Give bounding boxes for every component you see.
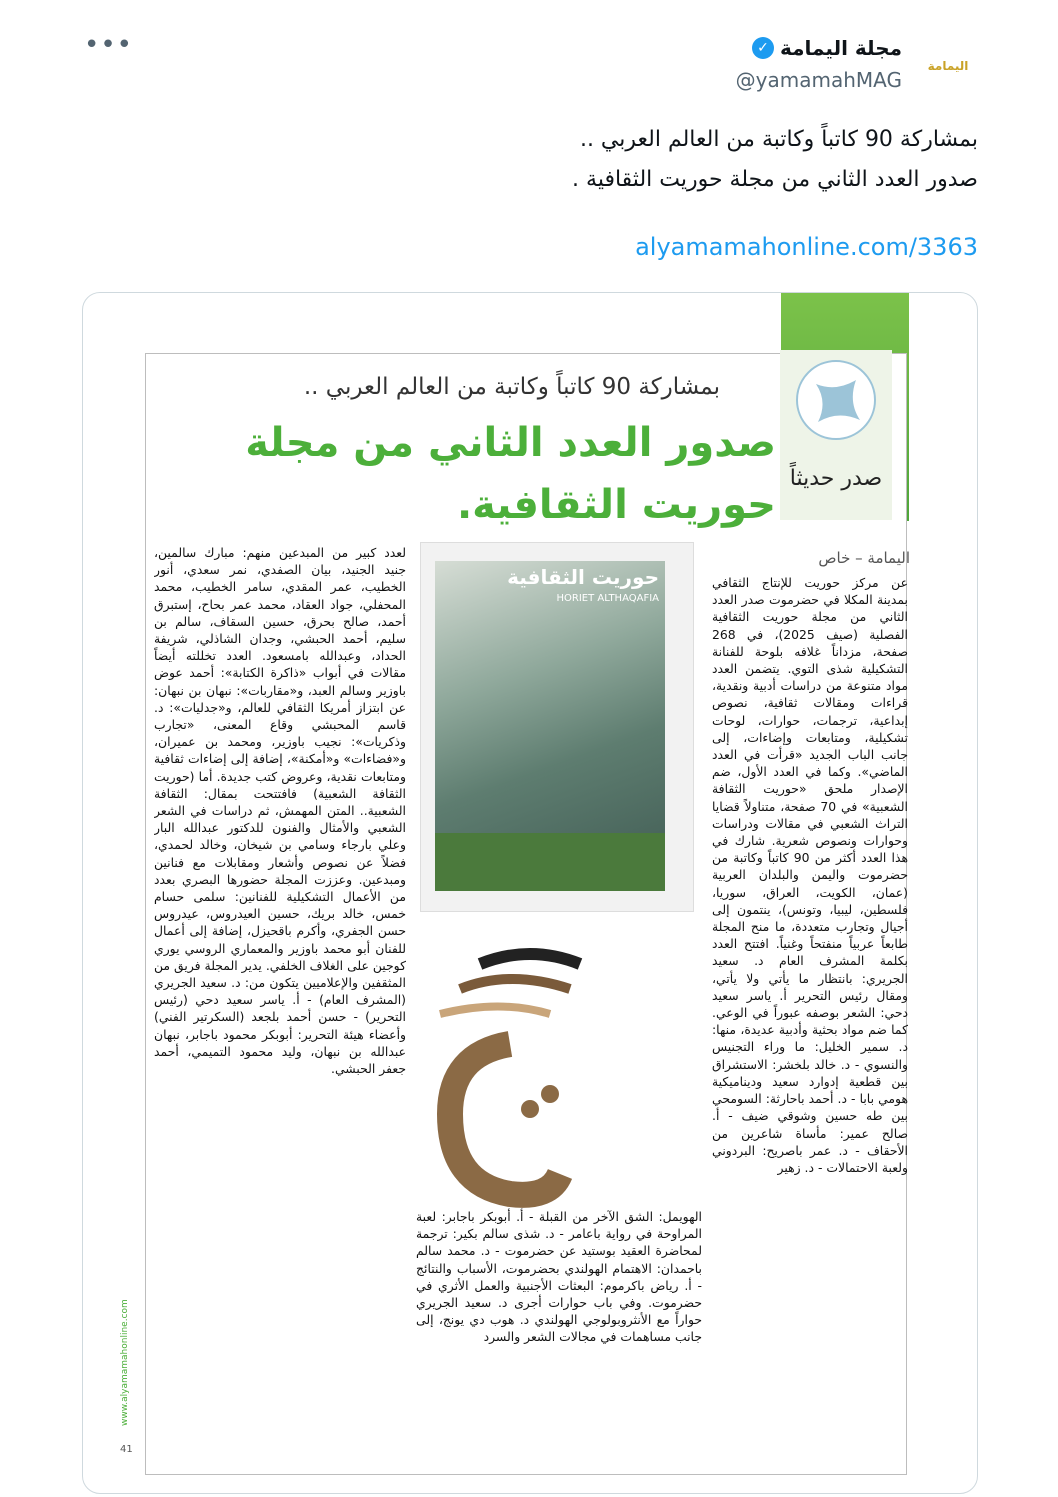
tweet-link[interactable]: alyamamahonline.com/3363	[635, 233, 978, 261]
bird-logo-icon	[796, 360, 876, 440]
more-options-icon[interactable]: •••	[84, 30, 134, 60]
cover-latin-title: HORIET ALTHAQAFIA	[556, 593, 659, 604]
page-number: 41	[120, 1444, 133, 1455]
magazine-cover-image	[420, 542, 694, 912]
article-kicker: بمشاركة 90 كاتباً وكاتبة من العالم العربي ..	[303, 374, 720, 400]
article-headline: صدور العدد الثاني من مجلة حوريت الثقافية.	[245, 420, 776, 528]
tweet-text	[98, 120, 978, 200]
account-handle[interactable]: @yamamahMAG	[735, 68, 902, 92]
cover-band	[435, 833, 665, 891]
section-label: صدر حديثاً	[789, 466, 883, 491]
verified-badge-icon: ✓	[752, 37, 774, 59]
account-name-text: مجلة اليمامة	[779, 36, 902, 60]
avatar[interactable]	[922, 48, 974, 84]
byline: اليمامة – خاص	[818, 549, 910, 567]
article-column-right: عن مركز حوريت للإنتاج الثقافي بمدينة المكلا في حضرموت صدر العدد الثاني من مجلة حوريت الثقافية الفصلية (صيف 2025)، في 268 صفحة، مزداناً غلافه بلوحة للفنانة التشكيلية شذى التوي. يتضمن العدد مواد متنوعة من دراسات أدبية ونقدية، قراءات ومقالات ثقافية، نصوص إبداعية، ترجمات، حوارات، لوحات تشكيلية، ومتابعات وإضاءات، إلى جانب الباب الجديد «قرأت في العدد الماضي». وكما في العدد الأول، ضم الإصدار ملحق «حوريت الثقافة الشعبية» في 70 صفحة، متناولاً قضايا التراث الشعبي في مقالات ودراسات وحوارات ونصوص شعرية. شارك في هذا العدد أكثر من 90 كاتباً وكاتبة من حضرموت واليمن والبلدان العربية (عمان، الكويت، العراق، سوريا، فلسطين، ليبيا، وتونس)، ينتمون إلى أجيال وتجارب متعددة، ما منح المجلة طابعاً عربياً منفتحاً وغنياً. افتتح العدد بكلمة المشرف العام د. سعيد الجريري: بانتظار ما يأتي ولا يأتي، ومقال رئيس التحرير أ. ياسر سعيد دحي: الشعر بوصفه عبوراً في الوعي. كما ضم مواد بحثية وأدبية عديدة، منها: د. سمير الخليل: ما وراء التجنيس والنسوي - د. خالد بلخشر: الاستشراق بين قطعية إدوارد سعيد وديناميكية هومي بابا - د. أحمد باحارثة: السومحي بين طه حسين وشوقي ضيف - أ. صالح عمير: مأساة شاعرين من الأحقاف - د. عمر باصريح: البردوني ولعبة الاحتمالات - د. زهير	[712, 575, 908, 1175]
article-column-left: لعدد كبير من المبدعين منهم: مبارك سالمين، جنيد الجنيد، بيان الصفدي، نمر سعدي، أنور الخطيب، عمر المقدي، سامر الخطيب، محمد المحفلي، جواد العقاد، محمد عمر بحاح، إستبرق أحمد، صالح بحرق، حسين السقاف، سالم بن سليم، أحمد الحبشي، وجدان الشاذلي، شريفة الحداد، وعبدالله بامسعود. العدد تخللته أيضاً مقالات في أبواب «ذاكرة الكتابة»: أحمد عوض باوزير وسالم العبد، و«مقاربات»: نبهان بن نبهان: عن ابتزاز أمريكا الثقافي للعالم، و«جدليات»: د. قاسم المحبشي وقاع المعنى، «تجارب وذكريات»: نجيب باوزير، ومحمد بن عميران، و«فضاءات» و«أمكنة»، إضافة إلى إضاءات ثقافية ومتابعات نقدية، وعروض كتب جديدة. أما (حوريت الثقافة الشعبية) فافتتحت بمقال: الثقافة الشعبية.. المتن المهمش، ثم دراسات في الشعر الشعبي والأمثال والفنون للدكتور عبدالله البار وعلي بارجاء وسامي بن شيخان، وخالد لحمدي، فضلاً عن نصوص وأشعار ومقابلات مع فنانين ومبدعين. وعززت المجلة حضورها البصري بعدد من الأعمال التشكيلية للفنانين: سلمى حسام خمس، خالد بريك، حسين العيدروس، عيدروس حسن الجفري، وأكرم باقحيزل، إضافة إلى أعمال للفنان أبو محمد باوزير والمعماري الروسي يوري كوجين على الغلاف الخلفي. يدير المجلة فريق من المثقفين والإعلاميين يتكون من: د. سعيد الجريري (المشرف العام) - أ. ياسر سعيد دحي (رئيس التحرير) - حسن أحمد بلجعد (السكرتير الفني) وأعضاء هيئة التحرير: أبوبكر محمود باجابر، نبهان عبدالله بن نبهان، وليد محمود التميمي، أحمد جعفر الحبشي.	[154, 545, 406, 1077]
tweet-text-line: صدور العدد الثاني من مجلة حوريت الثقافية .	[572, 167, 978, 192]
account-name[interactable]	[752, 36, 902, 60]
magazine-page	[120, 353, 910, 1475]
footer-url: www.alyamamahonline.com	[120, 1299, 130, 1426]
cover-title: حوريت الثقافية	[507, 565, 659, 589]
article-column-middle: الهويمل: الشق الآخر من القبلة - أ. أبوبكر باجابر: لعبة المراوحة في رواية باعامر - د. شذى سالم بكير: ترجمة لمحاضرة العقيد بوستيد عن حضرموت - د. محمد سالم باحمدان: الاهتمام الهولندي بحضرموت، الأسباب والنتائج - أ. رياض باكرموم: البعثات الأجنبية والعمل الأثري في حضرموت. وفي باب حوارات أجرى د. سعيد الجريري حواراً مع الأنثروبولوجي الهولندي د. هوب دي يونج، إلى جانب مساهمات في مجالات الشعر والسرد	[416, 1209, 702, 1345]
media-card[interactable]	[82, 292, 978, 1494]
tweet-text-line: بمشاركة 90 كاتباً وكاتبة من العالم العربي ..	[579, 127, 978, 152]
avatar-text: اليمامة	[927, 59, 969, 73]
